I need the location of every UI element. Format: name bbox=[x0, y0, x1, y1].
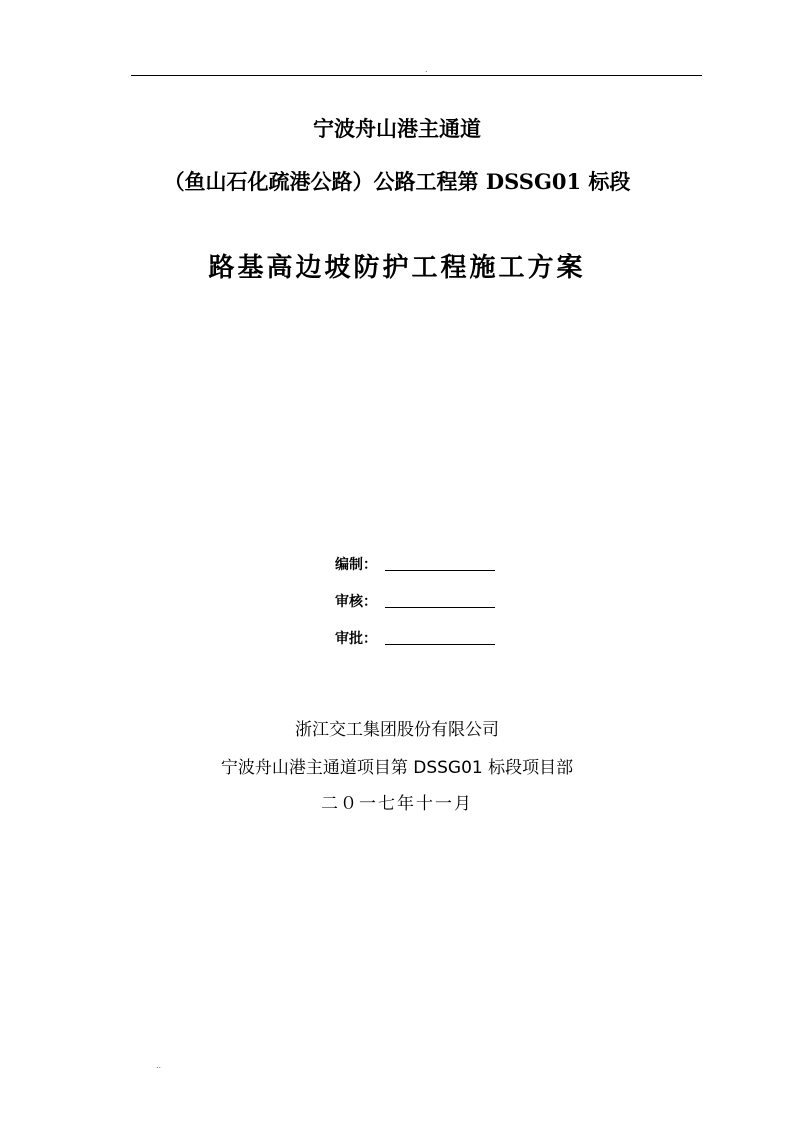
signature-block bbox=[335, 538, 535, 649]
project-title-line2: （鱼山石化疏港公路）公路工程第 DSSG01 标段 bbox=[163, 169, 631, 194]
project-department: 宁波舟山港主通道项目第 DSSG01 标段项目部 bbox=[220, 758, 574, 778]
header-rule bbox=[131, 75, 702, 76]
reviewed-signature-line bbox=[385, 607, 495, 608]
signature-row-prepared bbox=[335, 538, 535, 575]
project-title-line1: 宁波舟山港主通道 bbox=[313, 116, 481, 141]
company-name: 浙江交工集团股份有限公司 bbox=[295, 720, 499, 740]
document-title: 路基高边坡防护工程施工方案 bbox=[208, 253, 586, 283]
prepared-signature-line bbox=[385, 570, 495, 571]
header-mark: . bbox=[425, 65, 428, 74]
approved-label: 审批： bbox=[335, 631, 377, 647]
approved-signature-line bbox=[385, 644, 495, 645]
document-date: 二０一七年十一月 bbox=[321, 794, 473, 814]
signature-row-approved bbox=[335, 612, 535, 649]
footer-mark: .. bbox=[156, 1061, 162, 1070]
signature-row-reviewed bbox=[335, 575, 535, 612]
reviewed-label: 审核： bbox=[335, 594, 377, 610]
prepared-label: 编制： bbox=[335, 557, 377, 573]
